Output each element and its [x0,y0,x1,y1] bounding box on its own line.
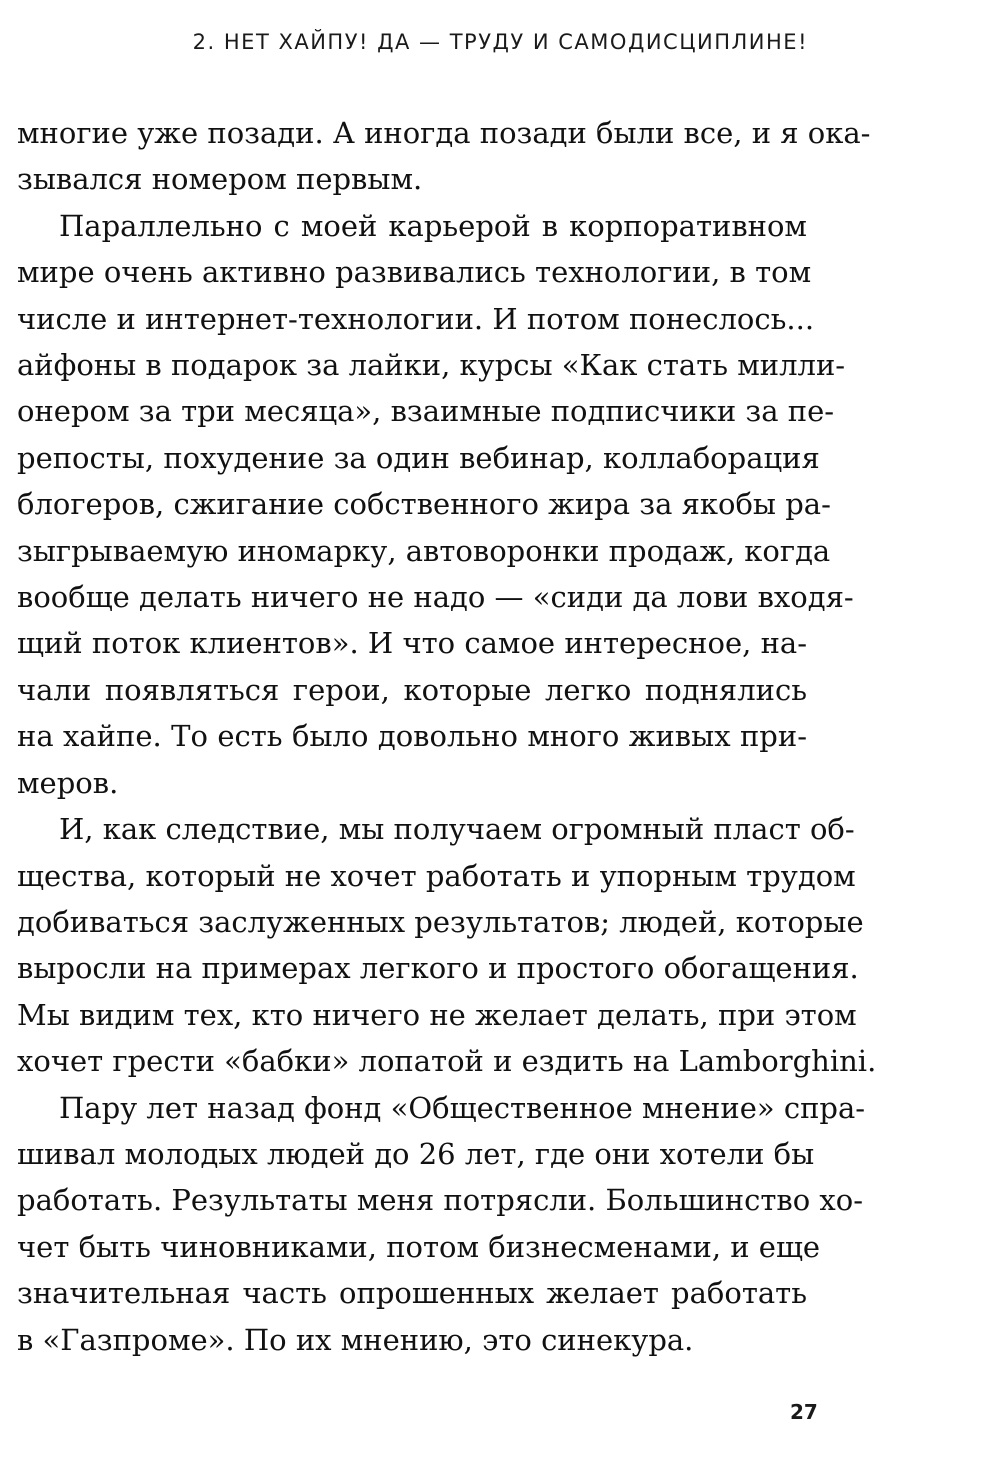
text-line: многие уже позади. А иногда позади были все, и я ока- [17,116,871,150]
text-line: зывался номером первым. [17,162,423,197]
text-line: чали появляться герои, которые легко поднялись [17,672,807,707]
text-line: репосты, похудение за один вебинар, коллаборация [17,440,820,475]
text-line: чет быть чиновниками, потом бизнесменами, и еще [17,1229,821,1264]
text-line: значительная часть опрошенных желает работать [17,1276,807,1311]
text-line: меров. [17,765,119,800]
body-text [17,110,877,1363]
text-line: зыгрываемую иномарку, автоворонки продаж, когда [17,533,831,568]
text-line: в «Газпроме». По их мнению, это синекура. [17,1322,694,1357]
text-line: работать. Результаты меня потрясли. Большинство хо- [17,1183,863,1218]
text-line: хочет грести «бабки» лопатой и ездить на Lamborghini. [17,1044,877,1079]
running-header: 2. НЕТ ХАЙПУ! ДА — ТРУДУ И САМОДИСЦИПЛИНЕ! [192,30,808,54]
text-line: Пару лет назад фонд «Общественное мнение» спра- [59,1090,866,1125]
text-line: шивал молодых людей до 26 лет, где они хотели бы [17,1136,815,1171]
text-line: щий поток клиентов». И что самое интересное, на- [17,626,807,661]
text-line: И, как следствие, мы получаем огромный пласт об- [59,812,855,847]
text-line: айфоны в подарок за лайки, курсы «Как стать милли- [17,348,846,383]
text-line: блогеров, сжигание собственного жира за якобы ра- [17,487,831,522]
text-line: щества, который не хочет работать и упорным трудом [17,858,856,893]
text-line: мире очень активно развивались технологии, в том [17,255,812,290]
text-line: Параллельно с моей карьерой в корпоративном [59,208,807,243]
paragraph [17,1085,866,1363]
text-line: онером за три месяца», взаимные подписчики за пе- [17,394,835,429]
text-line: числе и интернет-технологии. И потом понеслось... [17,301,815,336]
text-line: вообще делать ничего не надо — «сиди да лови входя- [17,580,854,615]
paragraph [17,110,871,203]
text-line: добиваться заслуженных результатов; людей, которые [17,904,864,939]
text-line: выросли на примерах легкого и простого обогащения. [17,951,859,986]
text-line: Мы видим тех, кто ничего не желает делать, при этом [17,997,857,1032]
paragraph [17,806,877,1084]
page-number: 27 [790,1400,818,1424]
text-line: на хайпе. То есть было довольно много живых при- [17,719,807,754]
paragraph [17,203,854,806]
